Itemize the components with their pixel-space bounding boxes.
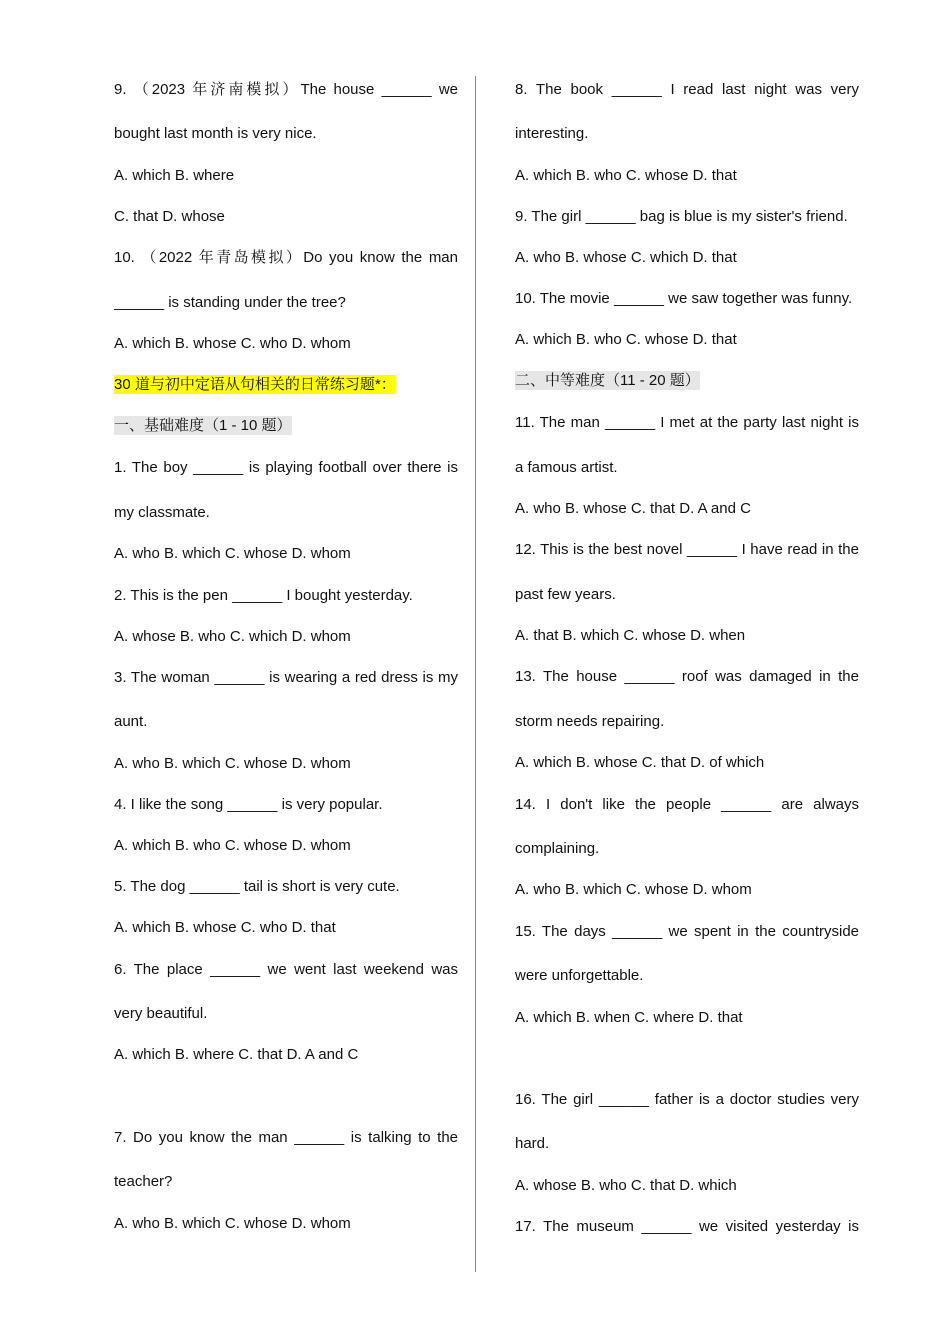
text-line <box>114 586 458 606</box>
text-line <box>515 458 859 478</box>
text-line <box>515 540 859 560</box>
line-text: interesting. <box>515 125 589 142</box>
line-text: complaining. <box>515 840 600 857</box>
line-text: A. that B. which C. whose D. when <box>515 627 746 644</box>
text-line <box>515 626 859 646</box>
text-line <box>515 795 859 815</box>
text-line <box>114 712 458 732</box>
line-text: 8. The book ______ I read last night was very <box>515 81 859 98</box>
text-line <box>515 712 859 732</box>
text-line <box>515 667 859 687</box>
line-text: 17. The museum ______ we visited yesterday is <box>515 1218 859 1235</box>
section-heading <box>114 416 458 436</box>
text-line <box>114 668 458 688</box>
line-text: 11. The man ______ I met at the party last night is <box>515 414 859 431</box>
line-text: A. who B. which C. whose D. whom <box>114 545 351 562</box>
text-line <box>515 922 859 942</box>
line-text: C. that D. whose <box>114 208 225 225</box>
text-line <box>515 966 859 986</box>
line-text: A. who B. whose C. that D. A and C <box>515 500 751 517</box>
line-text: 10. The movie ______ we saw together was funny. <box>515 290 853 307</box>
line-text: 9. The girl ______ bag is blue is my sister's friend. <box>515 208 848 225</box>
text-line <box>114 80 458 100</box>
text-line <box>114 754 458 774</box>
line-text: bought last month is very nice. <box>114 125 317 142</box>
line-text: 13. The house ______ roof was damaged in the <box>515 668 859 685</box>
text-line <box>114 877 458 897</box>
text-line <box>515 1008 859 1028</box>
text-line <box>515 413 859 433</box>
text-line <box>114 960 458 980</box>
text-line <box>114 627 458 647</box>
line-text: A. which B. whose C. that D. of which <box>515 754 765 771</box>
line-text: A. who B. which C. whose D. whom <box>114 1215 351 1232</box>
heading-text: 一、基础难度（1 - 10 题） <box>114 417 292 434</box>
line-text: 12. This is the best novel ______ I have read in the <box>515 541 859 558</box>
text-line <box>515 207 859 227</box>
line-text: 3. The woman ______ is wearing a red dress is my <box>114 669 458 686</box>
section-heading <box>114 375 458 395</box>
line-text: 1. The boy ______ is playing football over there is <box>114 459 458 476</box>
line-text: A. which B. who C. whose D. whom <box>114 837 351 854</box>
line-text: A. which B. where <box>114 167 235 184</box>
line-text: 7. Do you know the man ______ is talking to the <box>114 1129 458 1146</box>
text-line <box>114 1045 458 1065</box>
line-text: A. which B. whose C. who D. whom <box>114 335 351 352</box>
line-text: a famous artist. <box>515 459 618 476</box>
line-text: 2. This is the pen ______ I bought yesterday. <box>114 587 413 604</box>
text-line <box>515 289 859 309</box>
line-text: ______ is standing under the tree? <box>114 294 346 311</box>
line-text: 9. （2023 年济南模拟）The house ______ we <box>114 81 458 98</box>
text-line <box>114 836 458 856</box>
text-line <box>515 166 859 186</box>
line-text: 16. The girl ______ father is a doctor studies very <box>515 1091 859 1108</box>
text-line <box>114 1128 458 1148</box>
text-line <box>114 334 458 354</box>
text-line <box>515 585 859 605</box>
line-text: very beautiful. <box>114 1005 208 1022</box>
line-text: A. who B. which C. whose D. whom <box>515 881 752 898</box>
text-line <box>114 1004 458 1024</box>
line-text: 10. （2022 年青岛模拟）Do you know the man <box>114 249 458 266</box>
text-line <box>515 839 859 859</box>
section-heading <box>515 371 859 391</box>
text-line <box>515 499 859 519</box>
text-line <box>114 1172 458 1192</box>
line-text: A. which B. who C. whose D. that <box>515 331 737 348</box>
text-line <box>515 753 859 773</box>
line-text: hard. <box>515 1135 550 1152</box>
line-text: storm needs repairing. <box>515 713 665 730</box>
text-line <box>515 124 859 144</box>
line-text: aunt. <box>114 713 148 730</box>
line-text: A. which B. where C. that D. A and C <box>114 1046 359 1063</box>
line-text: A. who B. which C. whose D. whom <box>114 755 351 772</box>
text-line <box>114 918 458 938</box>
text-line <box>515 330 859 350</box>
line-text: A. which B. when C. where D. that <box>515 1009 743 1026</box>
line-text: A. which B. who C. whose D. that <box>515 167 737 184</box>
text-line <box>114 544 458 564</box>
line-text: 4. I like the song ______ is very popular. <box>114 796 383 813</box>
line-text: were unforgettable. <box>515 967 644 984</box>
text-line <box>114 248 458 268</box>
line-text: A. who B. whose C. which D. that <box>515 249 737 266</box>
text-line <box>515 1134 859 1154</box>
text-line <box>515 248 859 268</box>
line-text: A. which B. whose C. who D. that <box>114 919 336 936</box>
text-line <box>515 1217 859 1237</box>
line-text: 6. The place ______ we went last weekend was <box>114 961 458 978</box>
text-line <box>515 1176 859 1196</box>
line-text: 5. The dog ______ tail is short is very cute. <box>114 878 400 895</box>
line-text: teacher? <box>114 1173 173 1190</box>
text-line <box>114 503 458 523</box>
line-text: 14. I don't like the people ______ are always <box>515 796 859 813</box>
heading-text: 30 道与初中定语从句相关的日常练习题*： <box>114 376 396 393</box>
text-line <box>114 795 458 815</box>
text-line <box>114 166 458 186</box>
text-line <box>114 458 458 478</box>
line-text: A. whose B. who C. that D. which <box>515 1177 737 1194</box>
heading-text: 二、中等难度（11 - 20 题） <box>515 372 700 389</box>
line-text: 15. The days ______ we spent in the countryside <box>515 923 859 940</box>
text-line <box>515 80 859 100</box>
text-line <box>114 1214 458 1234</box>
column-divider <box>475 76 476 1272</box>
line-text: my classmate. <box>114 504 210 521</box>
text-line <box>114 124 458 144</box>
text-line <box>515 880 859 900</box>
line-text: past few years. <box>515 586 616 603</box>
text-line <box>114 207 458 227</box>
line-text: A. whose B. who C. which D. whom <box>114 628 351 645</box>
text-line <box>114 293 458 313</box>
text-line <box>515 1090 859 1110</box>
